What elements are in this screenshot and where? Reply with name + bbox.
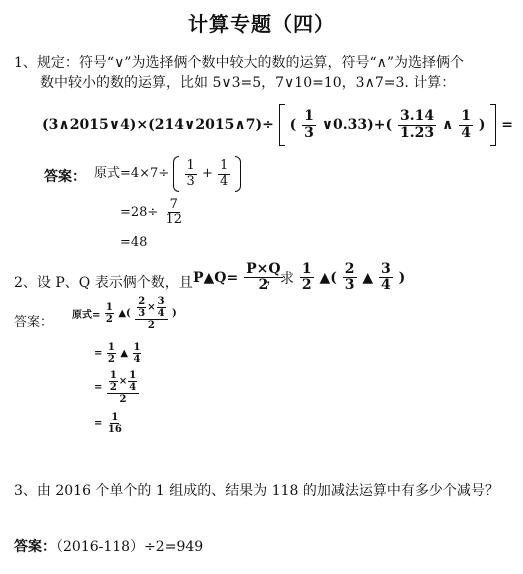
q2-work-4: [94, 412, 124, 435]
q2-work-1-inner-a-num: 2: [138, 296, 146, 307]
q1-fraction-3-den: 4: [461, 124, 471, 141]
q2-work-3-times: ×: [118, 376, 128, 387]
q2-work-4-frac-den: 16: [107, 424, 122, 435]
q2-work-4-frac-num: 1: [111, 412, 119, 423]
q2-ask-frac-2-num: 2: [344, 261, 355, 277]
q1-fraction-3-num: 1: [461, 108, 471, 125]
q2-work-1-close: ): [172, 308, 177, 319]
q2-work-2-tri: ▲: [120, 348, 129, 359]
q3-answer: [14, 536, 203, 558]
page-title: 计算专题（四）: [188, 12, 335, 36]
q2-work-3-outer-den: 2: [119, 394, 127, 405]
q2-work-1-inner-a: [137, 296, 146, 319]
q1-step-1-paren-left: [173, 156, 179, 192]
q2-ask-frac-1-num: 1: [301, 261, 312, 277]
q1-fraction-2-den: 1.23: [400, 124, 435, 141]
q1-step-2-frac-den: 12: [165, 212, 183, 228]
q1-expr-part-e: ): [478, 117, 486, 133]
q2-work-3-inner-b: [128, 370, 137, 393]
q1-step-1-frac-2-num: 1: [219, 158, 229, 174]
q2-def-frac-den: 2: [258, 277, 269, 294]
q2-answer-label: 答案：: [14, 315, 54, 330]
q2-work-2: [94, 342, 142, 365]
q2-work-1-inner-b-num: 3: [157, 296, 165, 307]
q2-ask: [266, 262, 405, 294]
q1-step-1-frac-2-den: 4: [219, 173, 229, 189]
q1-step-1: [94, 156, 241, 192]
q2-ask-frac-1-den: 2: [301, 277, 312, 294]
q2-work-1-tri: ▲(: [118, 308, 131, 319]
q1-step-1-frac-1: [185, 159, 197, 189]
q2-ask-frac-3-num: 3: [381, 261, 391, 277]
q2-work-2-frac-1-den: 2: [107, 354, 115, 365]
q2-work-1-outer-num: [135, 296, 167, 320]
q2-work-1-prefix: 原式=: [72, 310, 101, 321]
q2-text-a: 2、设 P、Q 表示俩个数，且: [14, 275, 193, 291]
q2-ask-frac-3: [379, 262, 393, 294]
q2-ask-tri-2: ▲: [362, 269, 374, 286]
q2-work-1-outer-frac: [135, 296, 167, 331]
q2-work-3-inner-a: [109, 370, 118, 393]
q2-work-1-inner-b: [157, 296, 166, 319]
q2-work-3: [94, 370, 140, 405]
q2-work-4-frac: [107, 412, 123, 435]
q1-step-2: [120, 198, 185, 228]
q2-work-2-frac-1: [107, 342, 116, 365]
q2-work-1-times: ×: [147, 302, 156, 313]
q1-step-1-frac-1-num: 1: [186, 158, 195, 174]
q1-step-1-plus: +: [201, 166, 213, 181]
q2-work-2-frac-2-den: 4: [133, 354, 141, 365]
q2-work-3-inner-a-den: 2: [109, 382, 117, 393]
q1-step-1-frac-2: [218, 159, 230, 189]
q3-answer-value: （2016-118）÷2=949: [56, 539, 204, 555]
q2-ask-tri: ▲(: [319, 269, 337, 286]
q1-expr-part-d: ∧: [442, 117, 454, 133]
q2-ask-frac-1: [300, 262, 314, 294]
q2-ask-close: ): [398, 269, 406, 286]
q1-text-line2: 数中较小的数的运算，比如 5∨3=5，7∨10=10，3∧7=3. 计算：: [40, 75, 456, 91]
q2-ask-prefix: ，求: [266, 270, 294, 287]
q2-work-3-inner-a-num: 1: [109, 370, 117, 381]
q1-fraction-1-num: 1: [304, 108, 314, 125]
q1-expression: [42, 104, 513, 146]
q2-work-1-outer-den: 2: [147, 320, 155, 331]
q2-def-lhs: P▲Q=: [193, 269, 239, 286]
q3-question: 3、由 2016 个单个的 1 组成的、结果为 118 的加减法运算中有多少个减号？: [14, 483, 499, 499]
q1-fraction-2-num: 3.14: [400, 108, 435, 125]
q1-step-3: =48: [120, 235, 148, 250]
q1-fraction-1-den: 3: [304, 124, 314, 141]
q2-work-3-outer-frac: [107, 370, 139, 405]
q3-answer-label: 答案：: [14, 539, 56, 555]
q2-ask-frac-2-den: 3: [344, 277, 355, 294]
q1-answer-label: 答案：: [44, 169, 86, 185]
q1-expr-part-a: (3∧2015∨4)×(214∨2015∧7)÷: [42, 117, 274, 133]
q2-work-3-inner-b-den: 4: [129, 382, 137, 393]
q1-step-2-frac-num: 7: [169, 197, 178, 212]
q1-step-1-frac-1-den: 3: [186, 173, 195, 189]
q1-bracket-left: [279, 104, 285, 146]
q2-work-1-inner-b-den: 4: [157, 308, 165, 319]
q2-work-2-frac-2-num: 1: [133, 342, 141, 353]
q1-step-1-prefix: 原式=4×7÷: [94, 166, 170, 181]
q2-work-2-eq: =: [94, 348, 103, 359]
q1-step-2-prefix: =28÷: [120, 204, 159, 220]
q1-expr-part-b: (: [289, 117, 297, 133]
q2-def-frac-num: P×Q: [246, 261, 281, 277]
q2-work-1-inner-a-den: 3: [138, 308, 146, 319]
q2-work-1: [72, 296, 177, 331]
q2-work-3-inner-b-num: 1: [129, 370, 137, 381]
q2-work-2-frac-2: [133, 342, 142, 365]
q1-fraction-1: [302, 109, 316, 141]
q1-step-1-paren-right: [235, 156, 241, 192]
q2-work-1-frac-1-den: 2: [105, 314, 113, 325]
q1-step-2-frac: [163, 198, 184, 228]
q2-work-4-eq: =: [94, 418, 103, 429]
q1-fraction-2: [398, 109, 436, 141]
q2-ask-frac-3-den: 4: [381, 277, 391, 294]
q1-expr-equals: =: [501, 117, 513, 133]
q1-bracket-right: [490, 104, 496, 146]
q1-expr-part-c: ∨0.33)+(: [321, 117, 393, 133]
q2-work-3-eq: =: [94, 382, 103, 393]
q1-text-line1: 1、规定：符号“∨”为选择俩个数中较大的数的运算，符号“∧”为选择俩个: [14, 55, 465, 71]
q2-ask-frac-2: [343, 262, 357, 294]
q1-fraction-3: [459, 109, 473, 141]
q2-work-1-frac-1-num: 1: [105, 302, 113, 313]
q2-work-2-frac-1-num: 1: [107, 342, 115, 353]
q2-work-1-frac-1: [105, 302, 114, 325]
q2-work-3-outer-num: [107, 370, 139, 394]
